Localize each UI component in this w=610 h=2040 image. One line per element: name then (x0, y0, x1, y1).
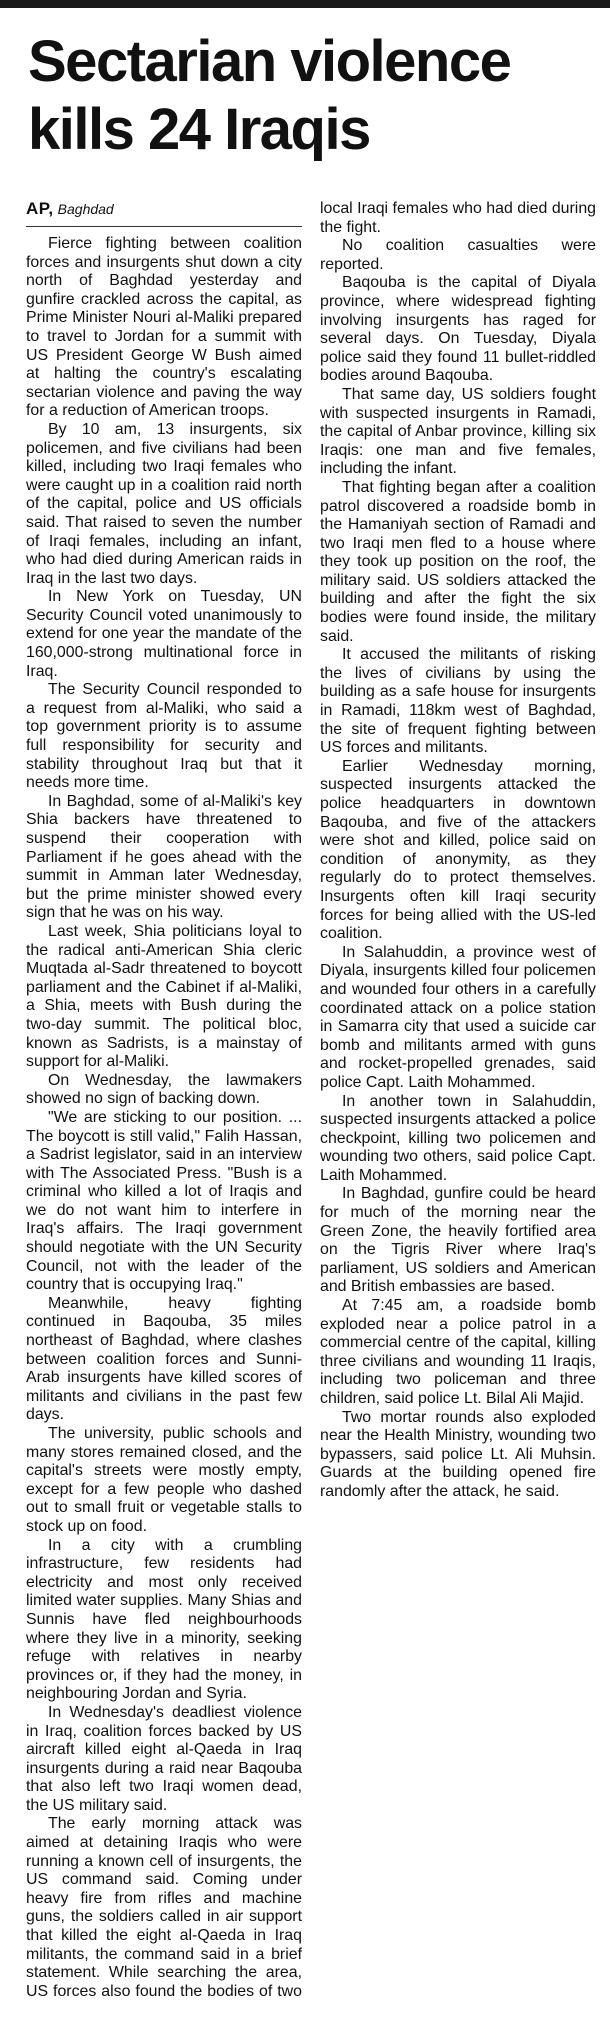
paragraph: In New York on Tuesday, UN Security Council voted unanimously to extend for one year the mandate of the 160,000-strong multinational force in Iraq. (26, 588, 302, 680)
paragraph: Meanwhile, heavy fighting continued in Baqouba, 35 miles northeast of Baghdad, where clashes between coalition forces and Sunni-Arab insurgents have killed scores of militants and civilians in the past few days. (26, 1294, 302, 1424)
paragraph: In Salahuddin, a province west of Diyala, insurgents killed four policemen and wounded four others in a carefully coordinated attack on a police station in Samarra city that used a suicide car bomb and militants armed with guns and rocket-propelled grenades, said police Capt. Laith Mohammed. (320, 943, 596, 1091)
paragraph: The early morning attack was aimed at detaining Iraqis who were running a known cell of insurgents, the US command said. Coming under heavy fire from rifles and machine guns, the soldiers called in air support that killed the eight al-Qaeda in Iraq militants, the command said in a brief statement. While searching the area, US forces also found the bodies of two local Iraqi females who had died during the fight. (26, 200, 596, 2000)
paragraph: That same day, US soldiers fought with suspected insurgents in Ramadi, the capital of Anbar province, killing six Iraqis: one man and five females, including the infant. (320, 385, 596, 478)
paragraph: At 7:45 am, a roadside bomb exploded near a police patrol in a commercial centre of the capital, killing three civilians and wounding 11 Iraqis, including two policeman and three children, said police Lt. Bilal Ali Majid. (320, 1297, 596, 1407)
byline (26, 200, 302, 227)
paragraph: In a city with a crumbling infrastructure, few residents had electricity and most only received limited water supplies. Many Shias and Sunnis have fled neighbourhoods where they live in a minority, seeking refuge with relatives in nearby provinces or, if they had the money, in neighbouring Jordan and Syria. (26, 1536, 302, 1703)
paragraph: Last week, Shia politicians loyal to the radical anti-American Shia cleric Muqtada al-Sadr threatened to boycott parliament and the Cabinet if al-Maliki, a Shia, meets with Bush during the two-day summit. The political bloc, known as Sadrists, is a mainstay of support for al-Maliki. (26, 922, 302, 1071)
paragraph: Baqouba is the capital of Diyala province, where widespread fighting involving insurgents has raged for several days. On Tuesday, Diyala police said they found 11 bullet-riddled bodies around Baqouba. (320, 274, 596, 385)
paragraph: In another town in Salahuddin, suspected insurgents attacked a police checkpoint, killing two policemen and wounding two others, said police Capt. Laith Mohammed. (320, 1092, 596, 1184)
paragraph: By 10 am, 13 insurgents, six policemen, and five civilians had been killed, including two Iraqi females who were caught up in a coalition raid north of the capital, police and US officials said. That raised to seven the number of Iraqi females, including an infant, who had died during American raids in Iraq in the last two days. (26, 420, 302, 587)
paragraph: In Baghdad, gunfire could be heard for much of the morning near the Green Zone, the heavily fortified area on the Tigris River where Iraq's parliament, US soldiers and American and British embassies are based. (320, 1185, 596, 1296)
headline: Sectarian violence kills 24 Iraqis (28, 29, 511, 162)
paragraph: That fighting began after a coalition patrol discovered a roadside bomb in the Hamaniyah section of Ramadi and two Iraqi men fled to a house where they took up position on the roof, the military said. US soldiers attacked the building and after the fight the six bodies were found inside, the military said. (320, 478, 596, 645)
paragraph: Fierce fighting between coalition forces and insurgents shut down a city north of Baghdad yesterday and gunfire crackled across the capital, as Prime Minister Nouri al-Maliki prepared to travel to Jordan for a summit with US President George W Bush aimed at halting the country's escalating sectarian violence and paving the way for a reduction of American troops. (26, 235, 302, 420)
byline-location: Baghdad (57, 201, 114, 217)
paragraph: Earlier Wednesday morning, suspected insurgents attacked the police headquarters in downtown Baqouba, and five of the attackers were shot and killed, police said on condition of anonymity, as they regularly do to protect themselves. Insurgents often kill Iraqi security forces for being allied with the US-led coalition. (320, 757, 596, 943)
top-rule (0, 0, 610, 8)
paragraph: On Wednesday, the lawmakers showed no sign of backing down. (26, 1071, 302, 1108)
paragraph: The Security Council responded to a request from al-Maliki, who said a top government priority is to assume full responsibility for security and stability throughout Iraq but that it needs more time. (26, 681, 302, 792)
article-body (26, 200, 596, 2020)
paragraph: The university, public schools and many stores remained closed, and the capital's streets were mostly empty, except for a few people who dashed out to small fruit or vegetable stalls to stock up on food. (26, 1425, 302, 1535)
paragraph: It accused the militants of risking the lives of civilians by using the building as a safe house for insurgents in Ramadi, 118km west of Baghdad, the site of frequent fighting between US forces and militants. (320, 646, 596, 757)
byline-agency: AP, (26, 199, 54, 218)
paragraph: No coalition casualties were reported. (320, 237, 596, 273)
paragraph: In Wednesday's deadliest violence in Iraq, coalition forces backed by US aircraft killed eight al-Qaeda in Iraq insurgents during a raid near Baqouba that also left two Iraqi women dead, the US military said. (26, 1703, 302, 1814)
paragraph: In Baghdad, some of al-Maliki's key Shia backers have threatened to suspend their cooperation with Parliament if he goes ahead with the summit in Amman later Wednesday, but the prime minister showed every sign that he was on his way. (26, 792, 302, 922)
paragraph: Two mortar rounds also exploded near the Health Ministry, wounding two bypassers, said police Lt. Ali Muhsin. Guards at the building opened fire randomly after the attack, he said. (320, 1408, 596, 1500)
paragraph: "We are sticking to our position. ... The boycott is still valid," Falih Hassan, a Sadrist legislator, said in an interview with The Associated Press. "Bush is a criminal who killed a lot of Iraqis and we do not want him to interfere in Iraq's affairs. The Iraqi government should negotiate with the UN Security Council, not with the leader of the country that is occupying Iraq." (26, 1108, 302, 1294)
